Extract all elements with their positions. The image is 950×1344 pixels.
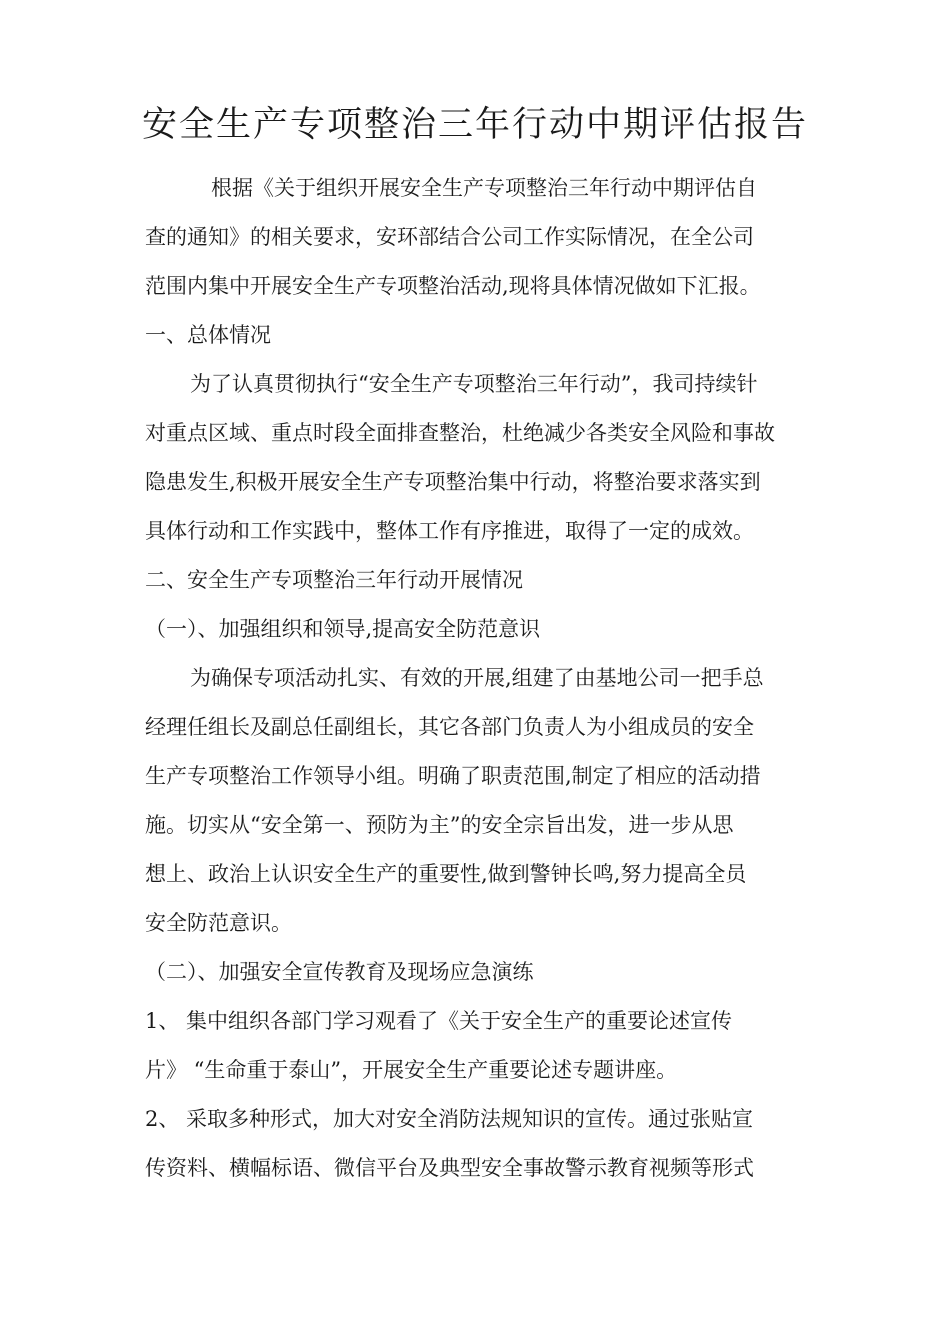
section-heading: 一、总体情况 [145,323,271,347]
text-line: 为确保专项活动扎实、有效的开展,组建了由基地公司一把手总 [190,666,764,690]
subsection-heading: （二）、加强安全宣传教育及现场应急演练 [145,960,534,984]
text-line: 根据《关于组织开展安全生产专项整治三年行动中期评估自 [211,176,757,200]
text-line: 查的通知》的相关要求，安环部结合公司工作实际情况，在全公司 [145,225,754,249]
text-line: 安全防范意识。 [145,911,292,935]
list-item: 1、 集中组织各部门学习观看了《关于安全生产的重要论述宣传 [145,1009,733,1033]
text-line: 经理任组长及副总任副组长，其它各部门负责人为小组成员的安全 [145,715,754,739]
text-line: 对重点区域、重点时段全面排查整治，杜绝减少各类安全风险和事故 [145,421,775,445]
text-line: 范围内集中开展安全生产专项整治活动,现将具体情况做如下汇报。 [145,274,761,298]
list-item-continuation: 传资料、横幅标语、微信平台及典型安全事故警示教育视频等形式 [145,1156,754,1180]
text-line: 隐患发生,积极开展安全生产专项整治集中行动，将整治要求落实到 [145,470,761,494]
subsection-heading: （一）、加强组织和领导,提高安全防范意识 [145,617,541,641]
section-heading: 二、安全生产专项整治三年行动开展情况 [145,568,523,592]
text-line: 施。切实从“安全第一、预防为主”的安全宗旨出发，进一步从思 [145,813,734,837]
list-item: 2、 采取多种形式，加大对安全消防法规知识的宣传。通过张贴宣 [145,1107,754,1131]
list-item-continuation: 片》 “生命重于泰山”，开展安全生产重要论述专题讲座。 [145,1058,678,1082]
text-line: 为了认真贯彻执行“安全生产专项整治三年行动”，我司持续针 [190,372,758,396]
text-line: 想上、政治上认识安全生产的重要性,做到警钟长鸣,努力提高全员 [145,862,747,886]
document-title: 安全生产专项整治三年行动中期评估报告 [141,105,808,145]
text-line: 生产专项整治工作领导小组。明确了职责范围,制定了相应的活动措 [145,764,761,788]
text-line: 具体行动和工作实践中，整体工作有序推进，取得了一定的成效。 [145,519,754,543]
